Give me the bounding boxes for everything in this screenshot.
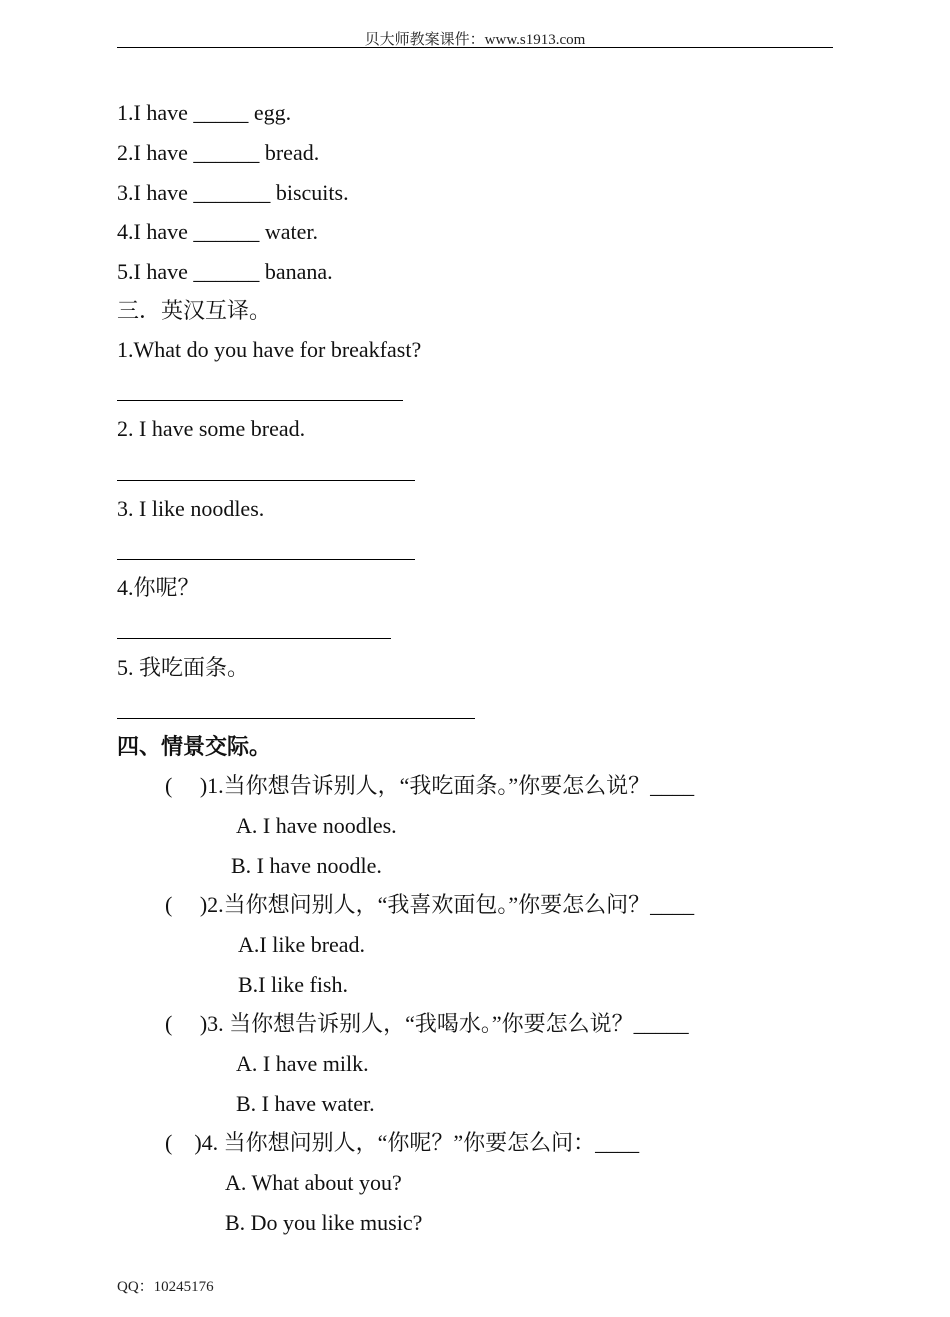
question-1-option-b: B. I have noodle. <box>231 853 382 878</box>
blank-item-3: 3.I have _______ biscuits. <box>117 180 349 205</box>
page-footer: QQ：10245176 <box>117 1279 214 1295</box>
blank-item-5: 5.I have ______ banana. <box>117 259 333 284</box>
question-3-option-a: A. I have milk. <box>236 1051 369 1076</box>
blank-item-4: 4.I have ______ water. <box>117 219 318 244</box>
translate-item-4: 4.你呢？ <box>117 575 200 600</box>
translate-item-2: 2. I have some bread. <box>117 416 306 441</box>
blank-item-2: 2.I have ______ bread. <box>117 140 320 165</box>
header-divider <box>117 47 833 48</box>
blank-item-1: 1.I have _____ egg. <box>117 100 292 125</box>
question-4-option-a: A. What about you? <box>225 1170 402 1195</box>
situation-question-2: ( )2.当你想问别人，“我喜欢面包。”你要怎么问？____ <box>165 892 695 917</box>
question-4-option-b: B. Do you like music? <box>225 1210 423 1235</box>
situation-question-4: ( )4. 当你想问别人，“你呢？”你要怎么问：____ <box>165 1130 640 1155</box>
translate-section-title: 三．英汉互译。 <box>117 298 272 323</box>
situation-question-1: ( )1.当你想告诉别人，“我吃面条。”你要怎么说？____ <box>165 773 695 798</box>
answer-line-2 <box>117 480 415 481</box>
page-header: 贝大师教案课件：www.s1913.com <box>364 32 586 48</box>
answer-line-4 <box>117 638 391 639</box>
translate-item-3: 3. I like noodles. <box>117 496 265 521</box>
answer-line-1 <box>117 400 403 401</box>
question-2-option-a: A.I like bread. <box>238 932 366 957</box>
answer-line-3 <box>117 559 415 560</box>
situation-section-title: 四、情景交际。 <box>117 734 272 759</box>
question-3-option-b: B. I have water. <box>236 1091 375 1116</box>
translate-item-1: 1.What do you have for breakfast? <box>117 337 422 362</box>
situation-question-3: ( )3. 当你想告诉别人，“我喝水。”你要怎么说？_____ <box>165 1011 689 1036</box>
question-2-option-b: B.I like fish. <box>238 972 348 997</box>
question-1-option-a: A. I have noodles. <box>236 813 397 838</box>
translate-item-5: 5. 我吃面条。 <box>117 655 250 680</box>
answer-line-5 <box>117 718 475 719</box>
